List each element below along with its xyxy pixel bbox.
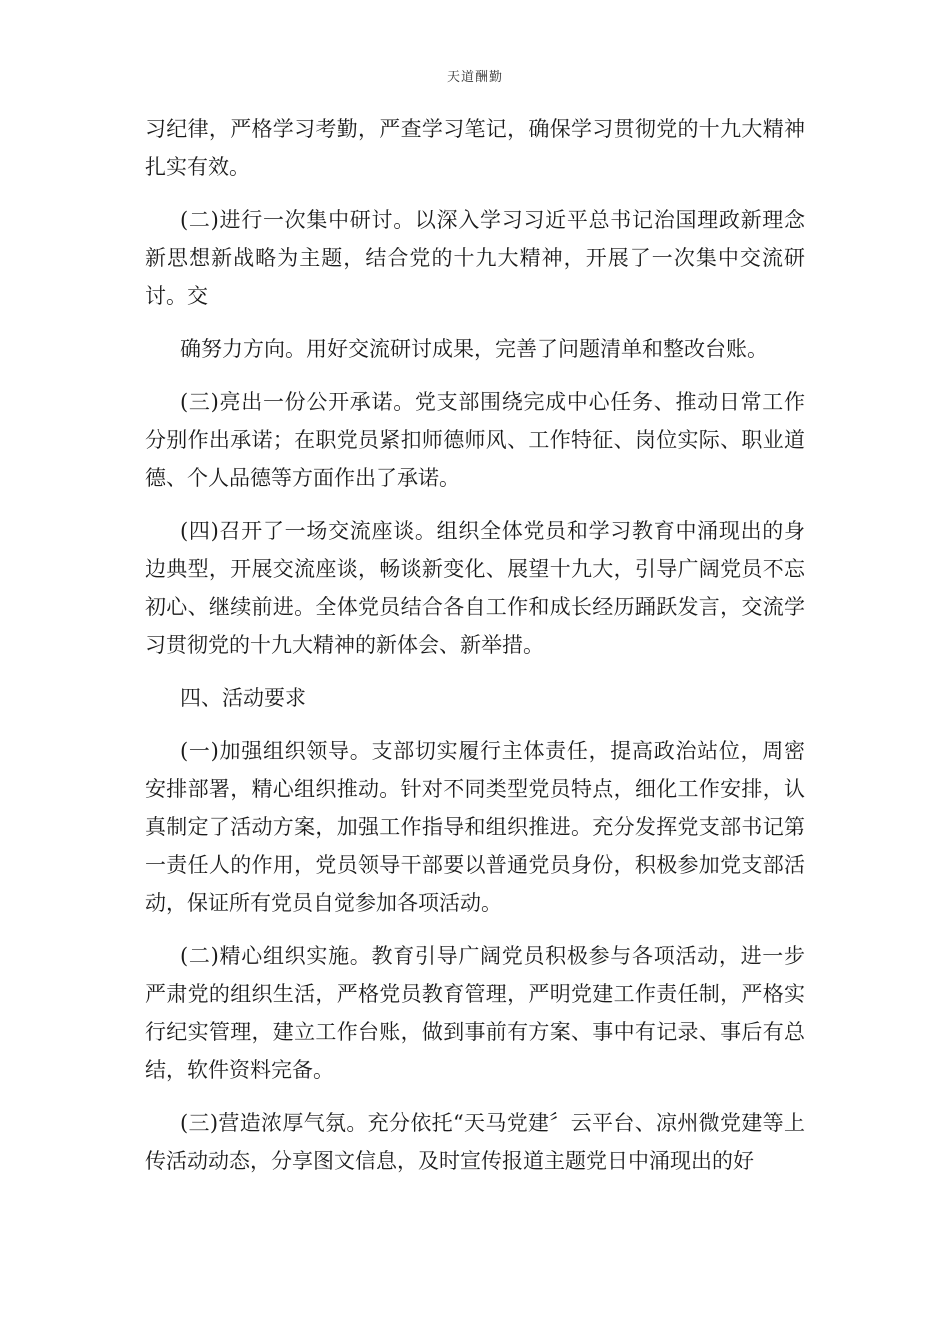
section-heading: 四、活动要求: [180, 686, 306, 710]
document-body: [145, 110, 805, 1195]
paragraph: (三)营造浓厚气氛。充分依托“天马党建〞云平台、凉州微党建等上传活动动态，分享图文信息，及时宣传报道主题党日中涌现出的好: [145, 1111, 805, 1173]
paragraph: 习纪律，严格学习考勤，严查学习笔记，确保学习贯彻党的十九大精神扎实有效。: [145, 117, 805, 179]
paragraph: (二)进行一次集中研讨。以深入学习习近平总书记治国理政新理念新思想新战略为主题，结合党的十九大精神，开展了一次集中交流研讨。交: [145, 208, 805, 308]
paragraph: (三)亮出一份公开承诺。党支部围绕完成中心任务、推动日常工作分别作出承诺；在职党员紧扣师德师风、工作特征、岗位实际、职业道德、个人品德等方面作出了承诺。: [145, 390, 805, 490]
paragraph: (二)精心组织实施。教育引导广阔党员积极参与各项活动，进一步严肃党的组织生活，严格党员教育管理，严明党建工作责任制，严格实行纪实管理，建立工作台账，做到事前有方案、事中有记录、事后有总结，软件资料完备。: [145, 944, 805, 1082]
page-header: 天道酬勤: [446, 70, 503, 85]
paragraph: (四)召开了一场交流座谈。组织全体党员和学习教育中涌现出的身边典型，开展交流座谈，畅谈新变化、展望十九大，引导广阔党员不忘初心、继续前进。全体党员结合各自工作和成长经历踊跃发言，交流学习贯彻党的十九大精神的新体会、新举措。: [145, 519, 805, 657]
paragraph: (一)加强组织领导。支部切实履行主体责任，提高政治站位，周密安排部署，精心组织推动。针对不同类型党员特点，细化工作安排，认真制定了活动方案，加强工作指导和组织推进。充分发挥党支部书记第一责任人的作用，党员领导干部要以普通党员身份，积极参加党支部活动，保证所有党员自觉参加各项活动。: [145, 739, 805, 915]
paragraph: 确努力方向。用好交流研讨成果，完善了问题清单和整改台账。: [180, 337, 768, 361]
